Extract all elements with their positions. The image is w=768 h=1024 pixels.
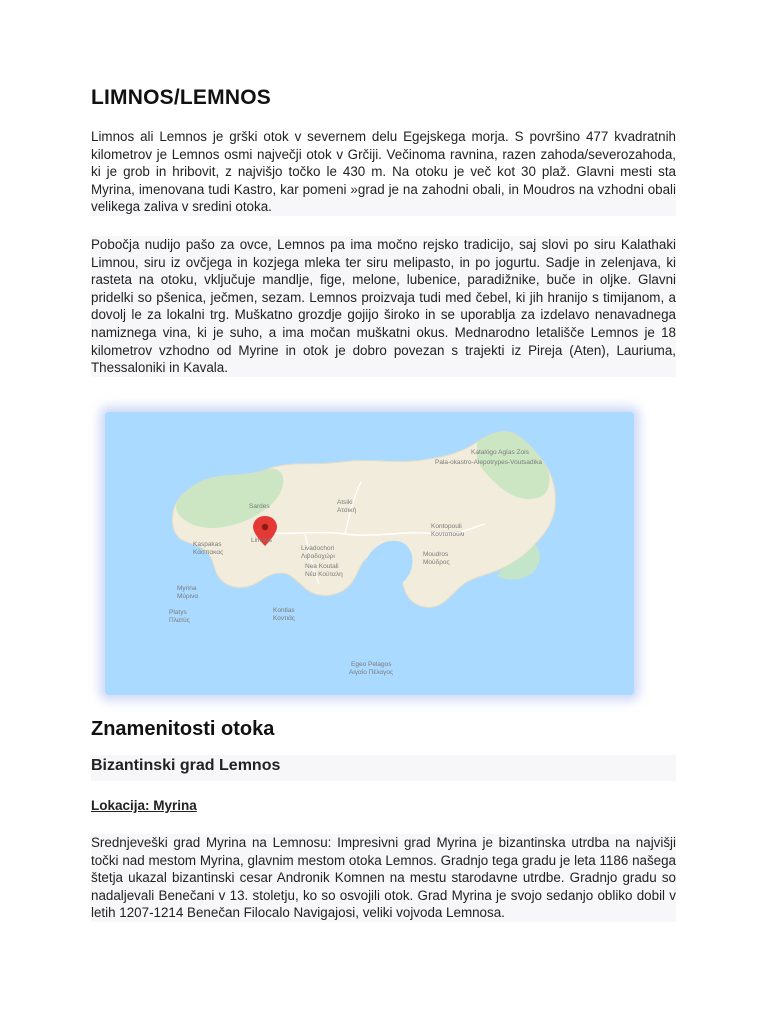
map-label-aegean-sea-greek: Αιγαίο Πέλαγος bbox=[349, 669, 394, 676]
map-label-atsiki-greek: Ατσική bbox=[337, 507, 357, 514]
map-label-platys-greek: Πλατύς bbox=[169, 617, 190, 624]
map-label-kontopouli: Kontopouli bbox=[431, 523, 462, 530]
map-label-platys: Platys bbox=[169, 609, 187, 616]
map-label-palaiokastro: Pala-okastro-Alepotrypes-Voutsadika bbox=[435, 459, 542, 466]
map-label-moudros-greek: Μούδρος bbox=[423, 559, 450, 566]
map-label-kontias-greek: Κοντιάς bbox=[273, 615, 296, 622]
map-label-atsiki: Atsiki bbox=[337, 499, 353, 506]
map-label-nea-koutali: Nea Koutali bbox=[305, 563, 339, 570]
map-label-kaspakas-greek: Κάσπακας bbox=[193, 549, 224, 556]
location-label: Lokacija: Myrina bbox=[91, 798, 197, 813]
map-label-nea-koutali-greek: Νέα Κούταλη bbox=[305, 571, 343, 578]
map-label-aegean-sea: Egeo Pelagos bbox=[351, 661, 392, 668]
map-graphic bbox=[105, 412, 634, 695]
map-label-kontias: Kontias bbox=[273, 607, 295, 614]
map-label-kontopouli-greek: Κοντοπούλι bbox=[431, 531, 465, 538]
intro-paragraph: Limnos ali Lemnos je grški otok v severnem delu Egejskega morja. S površino 477 kvadratnih kilometrov je Lemnos osmi največji otok v Grčiji. Večinoma ravnina, razen zahoda/severozahoda, ki je grob in hribovit, z najvišjo točko le 430 m. Na otoku je več kot 30 plaž. Glavni mesti sta Myrina, imenovana tudi Kastro, kar pomeni »grad je na zahodni obali, in Moudros na vzhodni obali velikega zaliva v sredini otoka. bbox=[91, 129, 676, 215]
map-label-limnos: Limnos bbox=[251, 537, 272, 544]
map-label-sardes: Sardes bbox=[249, 503, 270, 510]
map-label-kaspakas: Kaspakas bbox=[193, 541, 222, 548]
map-label-moudros: Moudros bbox=[423, 551, 449, 558]
section-heading: Znamenitosti otoka bbox=[91, 718, 275, 740]
island-map bbox=[105, 412, 634, 695]
page-title: LIMNOS/LEMNOS bbox=[91, 86, 271, 109]
map-label-myrina-greek: Μύρινα bbox=[177, 593, 199, 600]
map-label-myrina: Myrina bbox=[177, 585, 197, 592]
map-label-agias-zois: Katalógo Agías Zois bbox=[471, 449, 529, 456]
castle-paragraph: Srednjeveški grad Myrina na Lemnosu: Impresivni grad Myrina je bizantinska utrdba na najvišji točki nad mestom Myrina, glavnim mestom otoka Lemnos. Gradnjo tega gradu je leta 1186 našega štetja ukazal bizantinski cesar Andronik Komnen na mestu starodavne utrdbe. Gradnjo gradu so nadaljevali Benečani v 13. stoletju, ko so osvojili otok. Grad Myrina je svojo sedanjo obliko dobil v letih 1207-1214 Benečan Filocalo Navigajosi, veliki vojvoda Lemnosa. bbox=[91, 835, 676, 921]
map-label-livadochori: Livadochori bbox=[301, 545, 335, 552]
agriculture-paragraph: Pobočja nudijo pašo za ovce, Lemnos pa ima močno rejsko tradicijo, saj slovi po siru Kalathaki Limnou, siru iz ovčjega in kozjega mleka ter siru melipasto, in po jogurtu. Sadje in zelenjava, ki rasteta na otoku, vključuje mandlje, fige, melone, lubenice, paradižnike, buče in oljke. Glavni pridelki so pšenica, ječmen, sezam. Lemnos proizvaja tudi med čebel, ki jih hranijo s timijanom, a dovolj le za lokalni trg. Muškatno grozdje gojijo široko in se uporablja za izdelavo nenavadnega namiznega vina, ki je suho, a ima močan muškatni okus. Mednarodno letališče Lemnos je 18 kilometrov vzhodno od Myrine in otok je dobro povezan s trajekti iz Pireja (Aten), Lauriuma, Thessaloniki in Kavala. bbox=[91, 237, 676, 376]
map-label-livadochori-greek: Λιβαδοχώρι bbox=[301, 553, 335, 560]
subsection-heading: Bizantinski grad Lemnos bbox=[91, 755, 676, 781]
